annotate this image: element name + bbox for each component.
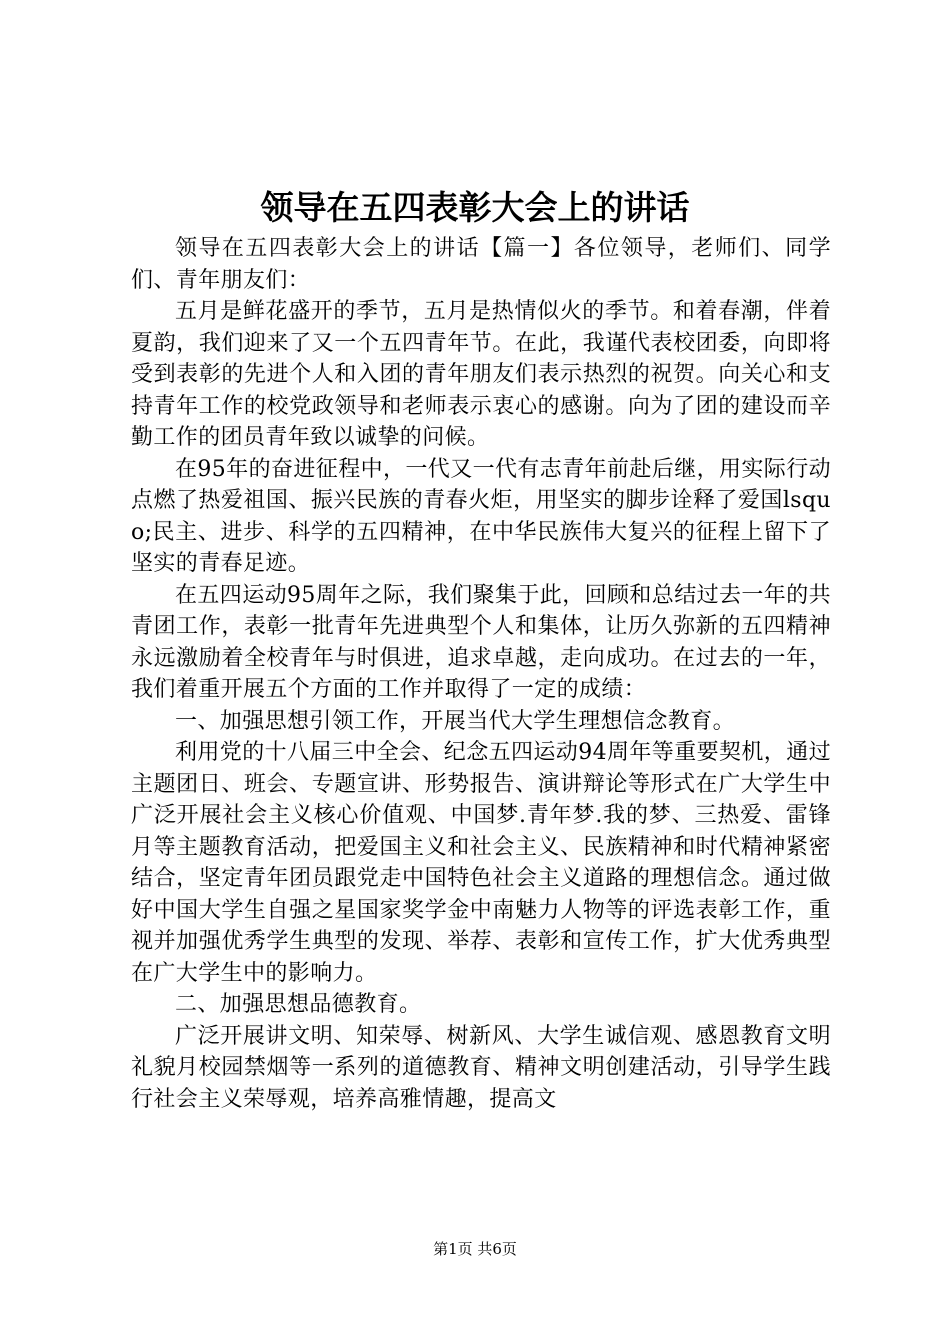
paragraph-2: 五月是鲜花盛开的季节，五月是热情似火的季节。和着春潮，伴着夏韵，我们迎来了又一个五四青年节。在此，我谨代表校团委，向即将受到表彰的先进个人和入团的青年朋友们表示热烈的祝贺。向关心和支持青年工作的校党政领导和老师表示衷心的感谢。向为了团的建设而辛勤工作的团员青年致以诚挚的问候。 [131,299,831,450]
paragraph-6: 广泛开展讲文明、知荣辱、树新风、大学生诚信观、感恩教育文明礼貌月校园禁烟等一系列的道德教育、精神文明创建活动，引导学生践行社会主义荣辱观，培养高雅情趣，提高文 [131,1023,831,1112]
document-body [131,233,831,1115]
paragraph-1: 领导在五四表彰大会上的讲话【篇一】各位领导，老师们、同学们、青年朋友们： [131,236,831,293]
paragraph-5: 利用党的十八届三中全会、纪念五四运动94周年等重要契机，通过主题团日、班会、专题宣讲、形势报告、演讲辩论等形式在广大学生中广泛开展社会主义核心价值观、中国梦.青年梦.我的梦、三热爱、雷锋月等主题教育活动，把爱国主义和社会主义、民族精神和时代精神紧密结合，坚定青年团员跟党走中国特色社会主义道路的理想信念。通过做好中国大学生自强之星国家奖学金中南魅力人物等的评选表彰工作，重视并加强优秀学生典型的发现、举荐、表彰和宣传工作，扩大优秀典型在广大学生中的影响力。 [131,740,831,986]
section-heading-2: 二、加强思想品德教育。 [175,992,422,1017]
paragraph-4: 在五四运动95周年之际，我们聚集于此，回顾和总结过去一年的共青团工作，表彰一批青年先进典型个人和集体，让历久弥新的五四精神永远激励着全校青年与时俱进，追求卓越，走向成功。在过去的一年，我们着重开展五个方面的工作并取得了一定的成绩： [131,582,831,702]
paragraph-3: 在95年的奋进征程中，一代又一代有志青年前赴后继，用实际行动点燃了热爱祖国、振兴民族的青春火炬，用坚实的脚步诠释了爱国lsquo;民主、进步、科学的五四精神，在中华民族伟大复兴的征程上留下了坚实的青春足迹。 [131,456,831,576]
document-title: 领导在五四表彰大会上的讲话 [260,188,690,227]
page-footer: 第1页 共6页 [433,1240,517,1258]
section-heading-1: 一、加强思想引领工作，开展当代大学生理想信念教育。 [175,708,736,734]
